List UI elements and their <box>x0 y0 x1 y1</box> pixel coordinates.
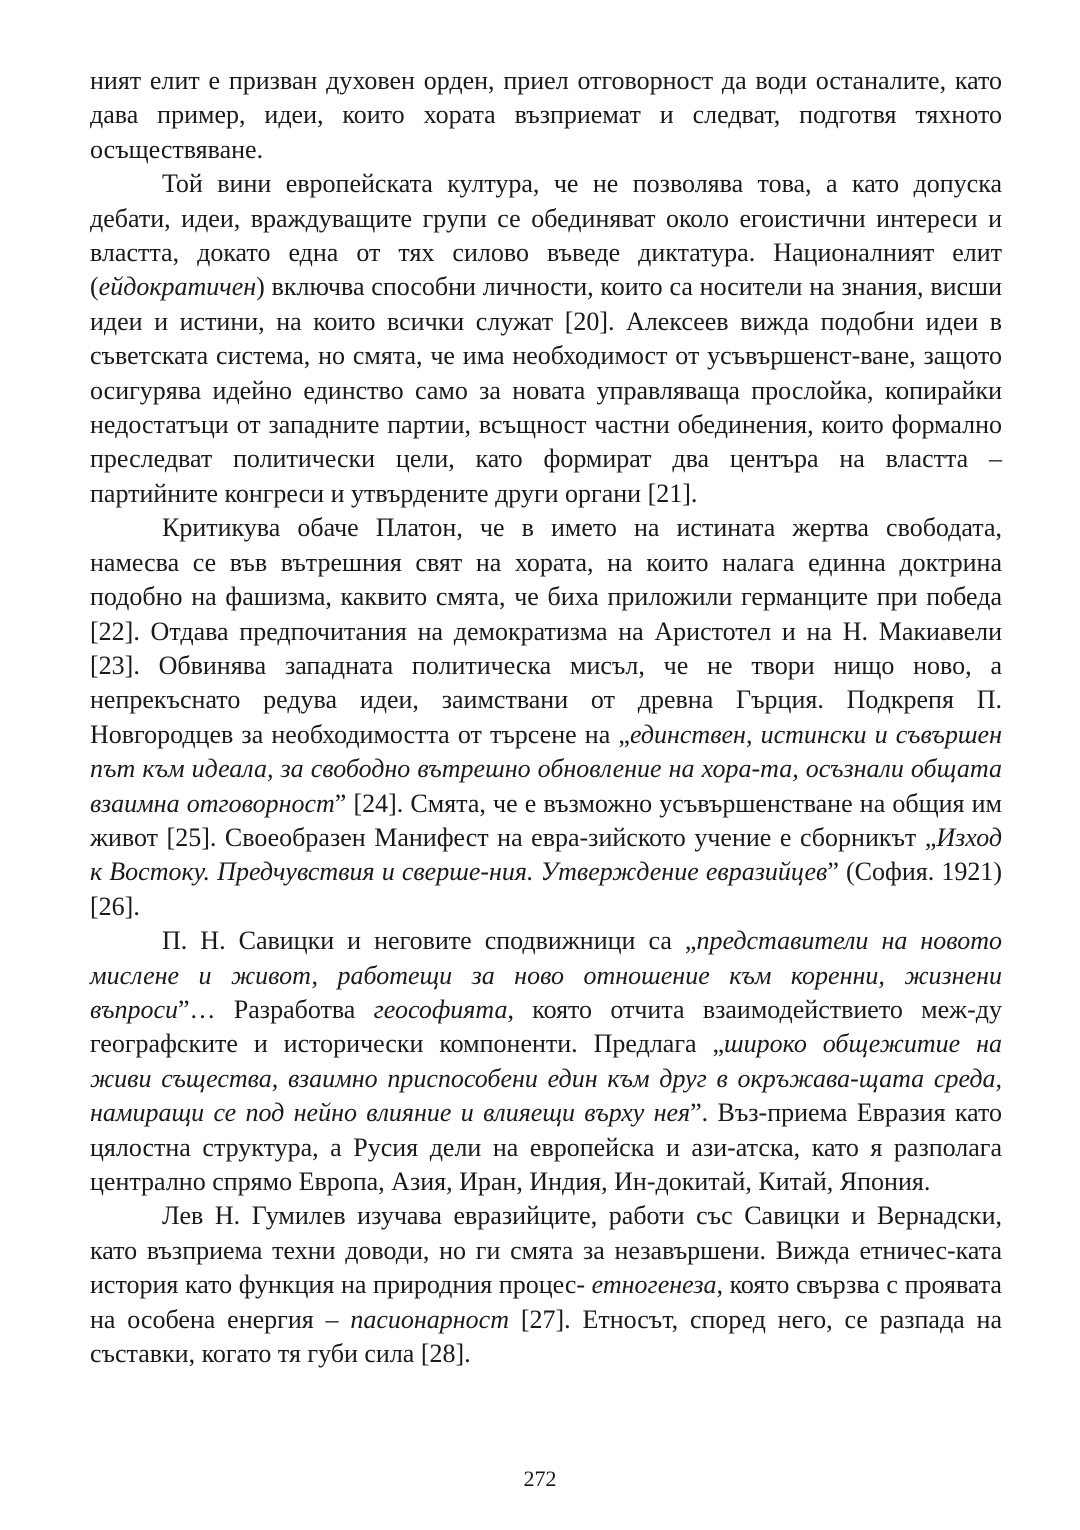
text-run: Критикува обаче Платон, че в името на истината жертва свободата, намесва се във вътрешния свят на хората, на които налага единна доктрина подобно на фашизма, каквито смята, че биха приложили германците при победа [22]. Отдава предпочитания на демократизма на Аристотел и на Н. Макиавели [23]. Обвинява западната политическа мисъл, че не твори нищо ново, а непрекъснато редува идеи, заимствани от древна Гърция. Подкрепя П. Новгородцев за необходимостта от търсене на „ <box>90 513 1002 749</box>
text-run: ният елит е призван духовен орден, приел отговорност да води останалите, като дава пример, идеи, които хората възприемат и следват, подготвя тяхното осъществяване. <box>90 66 1002 164</box>
text-run: , която отчита взаимодействието меж-ду географските и исторически компоненти. Предлага „ <box>90 994 1002 1059</box>
italic-text: етногенеза <box>591 1270 717 1300</box>
text-run: , която свързва с проявата на особена енергия – <box>90 1270 1002 1334</box>
paragraph <box>90 1199 1002 1371</box>
italic-text: геософията <box>373 994 508 1024</box>
italic-text: представители на новото мислене и живот, работещи за ново отношение към коренни, жизнени въпроси <box>90 926 1002 1024</box>
text-run: ) включва способни личности, които са носители на знания, висши идеи и истини, на които всички служат [20]. Алексеев вижда подобни идеи в съветската система, но смята, че има необходимост от усъвършенст-ване, защото осигурява идейно единство само за новата управляваща прослойка, копирайки недостатъци от западните партии, всъщност частни обединения, които формално преследват политически цели, като формират два центъра на властта – партийните конгреси и утвърдените други органи [21]. <box>90 272 1002 508</box>
text-run: ” (София. 1921) [26]. <box>90 857 1002 921</box>
paragraph <box>90 511 1002 924</box>
text-run: Лев Н. Гумилев изучава евразийците, работи със Савицки и Вернадски, като възприема техни доводи, но ги смята за незавършени. Вижда етничес-ката история като функция на природния процес- <box>90 1201 1002 1300</box>
text-run: ” [24]. Смята, че е възможно усъвършенстване на общия им живот [25]. Своеобразен Манифест на евра-зийското учение е сборникът „ <box>90 788 1002 852</box>
italic-text: пасионарност <box>350 1304 509 1334</box>
page-body <box>90 64 1002 1371</box>
paragraph <box>90 167 1002 511</box>
italic-text: ейдократичен <box>98 272 257 302</box>
paragraph <box>90 924 1002 1199</box>
text-run: [27]. Етносът, според него, се разпада на съставки, когато тя губи сила [28]. <box>90 1304 1002 1369</box>
text-run: П. Н. Савицки и неговите сподвижници са „ <box>162 926 697 956</box>
italic-text: Изход к Востоку. Предчувствия и сверше-ния. Утверждение евразийцев <box>90 822 1002 887</box>
italic-text: единствен, истински и съвършен път към идеала, за свободно вътрешно обновление на хора-та, осъзнали общата взаимна отговорност <box>90 719 1002 818</box>
text-run: ”… Разработва <box>177 994 374 1024</box>
text-run: ”. Въз-приема Евразия като цялостна структура, а Русия дели на европейска и ази-атска, като я разполага централно спрямо Европа, Азия, Иран, Индия, Ин-докитай, Китай, Япония. <box>90 1098 1002 1196</box>
italic-text: широко общежитие на живи същества, взаимно приспособени един към друг в окръжава-щата среда, намиращи се под нейно влияние и влияещи върху нея <box>90 1029 1003 1128</box>
page-number: 272 <box>523 1466 557 1491</box>
text-run: Той вини европейската култура, че не позволява това, а като допуска дебати, идеи, враждуващите групи се обединяват около егоистични интереси и властта, докато една от тях силово въведе диктатура. Националният елит ( <box>90 169 1002 302</box>
paragraph <box>90 64 1002 167</box>
